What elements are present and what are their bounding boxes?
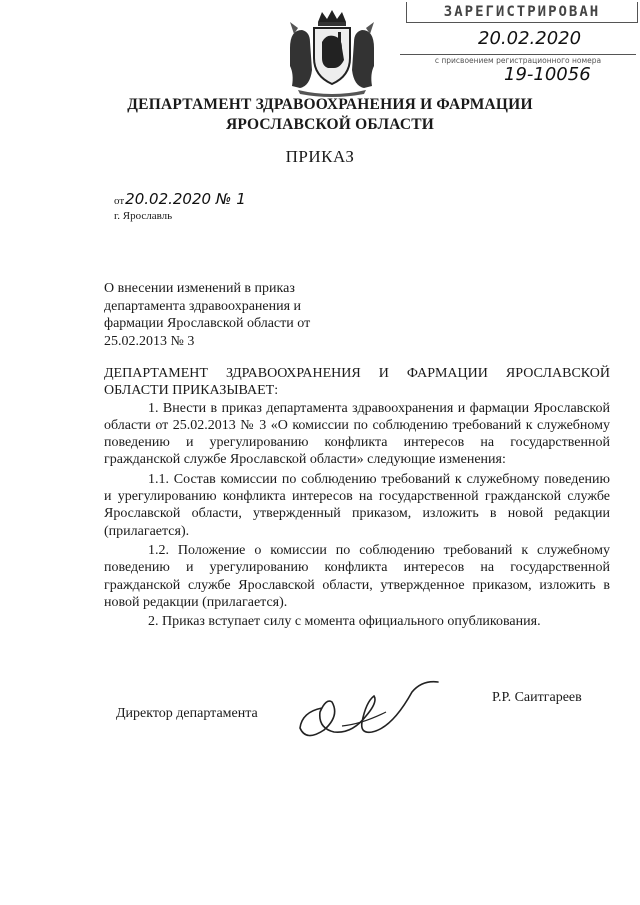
stamp-caption: с присвоением регистрационного номера bbox=[400, 54, 636, 65]
order-city: г. Ярославль bbox=[114, 210, 173, 222]
body-item-1-1: 1.1. Состав комиссии по соблюдению требований к служебному поведению и урегулированию конфликта интересов на государственной гражданской службе Ярославской области, утвержденный приказом, изложить в новой редакции (прилагается). bbox=[104, 471, 610, 539]
handwritten-signature bbox=[262, 672, 442, 752]
subject-line: фармации Ярославской области от bbox=[104, 316, 311, 331]
department-title bbox=[60, 95, 600, 135]
subject-line: департамента здравоохранения и bbox=[104, 298, 302, 314]
registration-stamp bbox=[398, 2, 638, 84]
document-type: ПРИКАЗ bbox=[285, 147, 355, 166]
body-lead: ДЕПАРТАМЕНТ ЗДРАВООХРАНЕНИЯ И ФАРМАЦИИ ЯРОСЛАВСКОЙ ОБЛАСТИ ПРИКАЗЫВАЕТ: bbox=[104, 366, 610, 399]
subject-line: О внесении изменений в приказ bbox=[104, 281, 295, 296]
stamp-title: ЗАРЕГИСТРИРОВАН bbox=[406, 2, 638, 23]
department-title-line1: ДЕПАРТАМЕНТ ЗДРАВООХРАНЕНИЯ И ФАРМАЦИИ bbox=[127, 96, 533, 113]
signer-role: Директор департамента bbox=[116, 706, 258, 721]
body-item-1: 1. Внести в приказ департамента здравоохранения и фармации Ярославской области от 25.02.2013 № 3 «О комиссии по соблюдению требований к служебному поведению и урегулированию конфликта интересов на государственной гражданской службе Ярославской области» следующие изменения: bbox=[104, 400, 610, 468]
order-subject bbox=[104, 280, 374, 350]
order-prefix: от bbox=[114, 195, 125, 207]
order-body bbox=[104, 365, 610, 630]
coat-of-arms-emblem bbox=[284, 8, 380, 98]
subject-line: 25.02.2013 № 3 bbox=[104, 333, 195, 349]
body-item-1-2: 1.2. Положение о комиссии по соблюдению требований к служебному поведению и урегулированию конфликта интересов на государственной гражданской службе Ярославской области, утвержденное приказом, изложить в новой редакции (прилагается). bbox=[104, 542, 610, 610]
order-date-number bbox=[114, 190, 246, 208]
stamp-date: 20.02.2020 bbox=[478, 28, 582, 49]
department-title-line2: ЯРОСЛАВСКОЙ ОБЛАСТИ bbox=[225, 116, 435, 133]
body-item-2: 2. Приказ вступает силу с момента официального опубликования. bbox=[148, 614, 541, 630]
signer-name: Р.Р. Саитгареев bbox=[492, 690, 582, 705]
order-handwritten-date: 20.02.2020 № 1 bbox=[125, 190, 246, 208]
stamp-registration-number: 19-10056 bbox=[504, 64, 591, 85]
